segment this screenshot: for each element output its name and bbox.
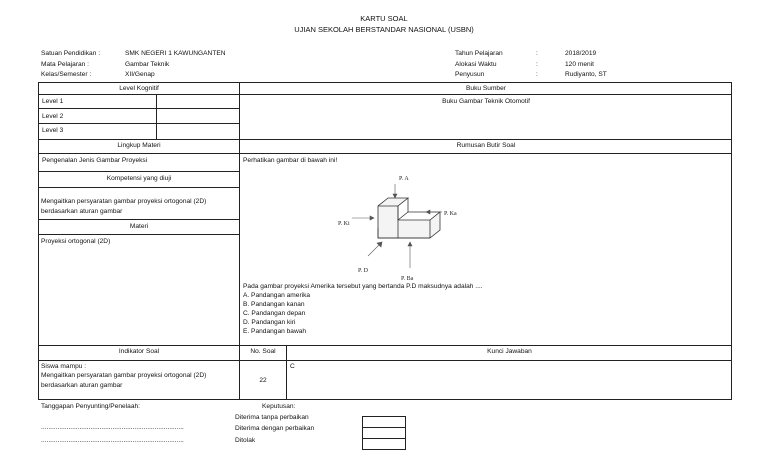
meta-label: Penyusun [455, 71, 485, 78]
option-c: C. Pandangan depan [243, 310, 306, 317]
buku-sumber-value: Buku Gambar Teknik Otomotif [442, 98, 530, 105]
label-pd: P. D [358, 268, 369, 274]
meta-value: Rudiyanto, ST [565, 71, 607, 78]
meta-value: SMK NEGERI 1 KAWUNGANTEN [125, 50, 226, 57]
indikator-soal-header: Indikator Soal [118, 348, 160, 355]
tanggapan-line: .............................................................................. [41, 437, 184, 444]
meta-value: 120 menit [565, 61, 594, 68]
option-b: B. Pandangan kanan [243, 301, 305, 308]
decision-option: Ditolak [235, 437, 256, 444]
meta-colon: : [536, 50, 538, 57]
meta-colon: : [536, 61, 538, 68]
projection-figure [330, 170, 470, 282]
meta-label: Mata Pelajaran : [41, 61, 90, 68]
question-intro: Perhatikan gambar di bawah ini! [243, 157, 338, 164]
label-pki: P. Ki [338, 221, 350, 227]
kompetensi-value: Mengaitkan persyaratan gambar proyeksi ortogonal (2D) [41, 198, 207, 205]
indikator-value: berdasarkan aturan gambar [41, 382, 123, 389]
buku-sumber-header: Buku Sumber [466, 85, 506, 92]
level-kognitif-header: Level Kognitif [119, 85, 159, 92]
keputusan-label: Keputusan: [262, 403, 296, 410]
no-soal-header: No. Soal [250, 348, 276, 355]
meta-label: Kelas/Semester : [41, 71, 92, 78]
kompetensi-value: berdasarkan aturan gambar [41, 208, 123, 215]
no-soal-value: 22 [259, 377, 267, 384]
meta-value: XII/Genap [125, 71, 155, 78]
tanggapan-label: Tanggapan Penyunting/Penelaah: [41, 403, 140, 410]
lingkup-materi-header: Lingkup Materi [117, 142, 161, 149]
meta-colon: : [536, 71, 538, 78]
meta-label: Alokasi Waktu [455, 61, 497, 68]
kunci-jawaban-header: Kunci Jawaban [487, 348, 532, 355]
option-a: A. Pandangan amerika [243, 292, 311, 299]
lingkup-materi-value: Pengenalan Jenis Gambar Proyeksi [42, 157, 148, 164]
materi-value: Proyeksi ortogonal (2D) [41, 238, 111, 245]
decision-option: Diterima tanpa perbaikan [235, 414, 309, 421]
option-d: D. Pandangan kiri [243, 319, 296, 326]
question-text: Pada gambar proyeksi Amerika tersebut yang bertanda P.D maksudnya adalah .... [243, 283, 483, 290]
meta-label: Tahun Pelajaran [455, 50, 503, 57]
rumusan-butir-soal-header: Rumusan Butir Soal [456, 142, 516, 149]
kunci-jawaban-value: C [290, 363, 295, 370]
meta-label: Satuan Pendidikan : [41, 50, 101, 57]
materi-header: Materi [129, 223, 149, 230]
card-subtitle: UJIAN SEKOLAH BERSTANDAR NASIONAL (USBN) [294, 25, 474, 34]
label-pba: P. Ba [401, 276, 414, 282]
level-3: Level 3 [42, 127, 64, 134]
level-2: Level 2 [42, 113, 64, 120]
tanggapan-line: .............................................................................. [41, 424, 184, 431]
level-1: Level 1 [42, 98, 64, 105]
label-pka: P. Ka [444, 211, 457, 217]
meta-value: Gambar Teknik [125, 61, 170, 68]
label-pa: P. A [399, 176, 409, 182]
meta-value: 2018/2019 [565, 50, 597, 57]
kompetensi-header: Kompetensi yang diuji [106, 175, 172, 182]
decision-option: Diterima dengan perbaikan [235, 425, 315, 432]
option-e: E. Pandangan bawah [243, 328, 307, 335]
indikator-value: Siswa mampu : [41, 363, 87, 370]
decision-checkbox[interactable] [362, 438, 406, 450]
card-title: KARTU SOAL [360, 14, 408, 23]
indikator-value: Mengaitkan persyaratan gambar proyeksi ortogonal (2D) [41, 372, 207, 379]
